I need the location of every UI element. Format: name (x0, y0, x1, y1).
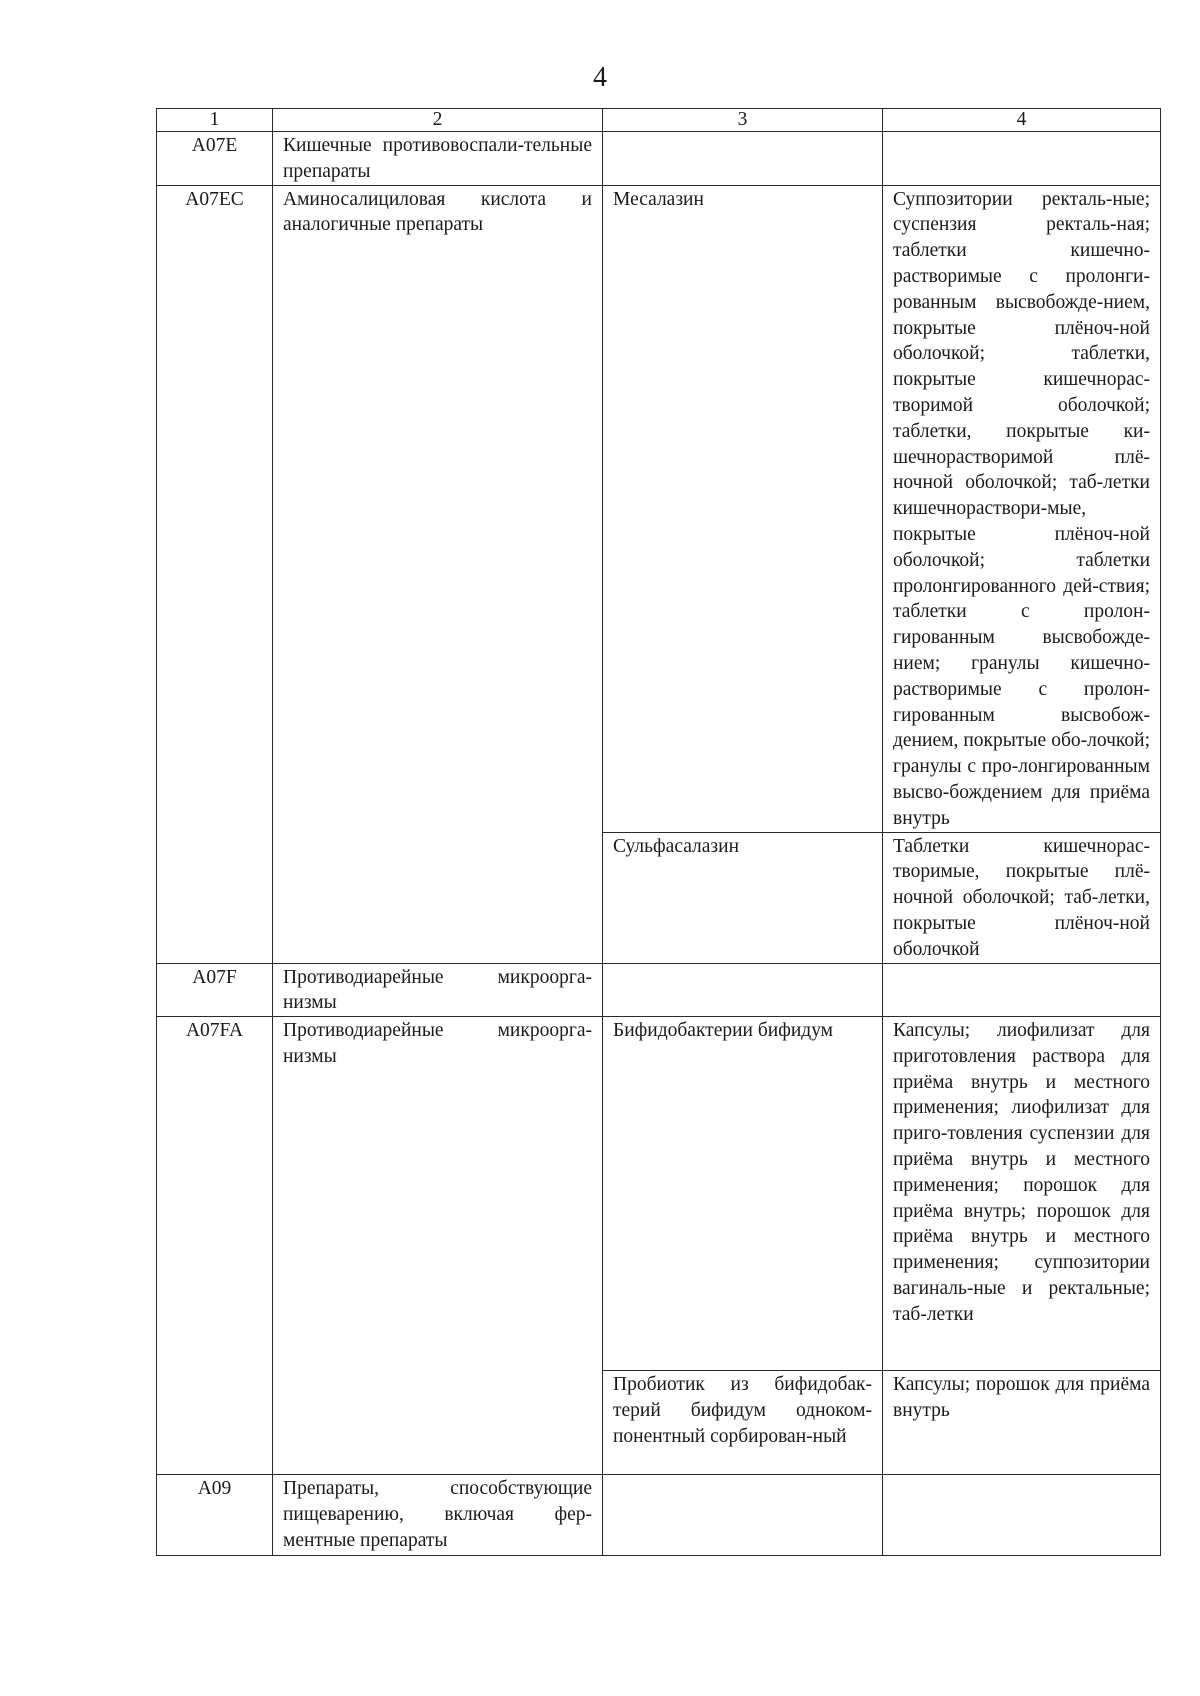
table-row (157, 963, 1161, 1017)
column-number-4: 4 (883, 109, 1161, 132)
group-name: Аминосалициловая кислота и аналогичные препараты (273, 185, 603, 963)
table-header-row (157, 109, 1161, 132)
dosage-forms-empty (883, 963, 1161, 1017)
table-row (157, 185, 1161, 832)
dosage-forms: Суппозитории ректаль-ные; суспензия ректаль-ная; таблетки кишечно-растворимые с пролонги-рованным высвобожде-нием, покрытые плёноч-ной оболочкой; таблетки, покрытые кишечнорас-творимой оболочкой; таблетки, покрытые ки-шечнорастворимой плё-ночной оболочкой; таб-летки кишечнораствори-мые, покрытые плёноч-ной оболочкой; таблетки пролонгированного дей-ствия; таблетки с пролон-гированным высвобожде-нием; гранулы кишечно-растворимые с пролон-гированным высвобож-дением, покрытые обо-лочкой; гранулы с про-лонгированным высво-бождением для приёма внутрь (883, 185, 1161, 832)
column-number-3: 3 (603, 109, 883, 132)
atc-code: A09 (157, 1475, 273, 1556)
page-number: 4 (593, 62, 607, 93)
drug-name: Пробиотик из бифидобак-терий бифидум одноком-понентный сорбирован-ный (603, 1371, 883, 1475)
group-name: Противодиарейные микроорга-низмы (273, 963, 603, 1017)
drug-name: Бифидобактерии бифидум (603, 1017, 883, 1371)
dosage-forms: Капсулы; порошок для приёма внутрь (883, 1371, 1161, 1475)
group-name: Кишечные противовоспали-тельные препараты (273, 132, 603, 186)
table-row (157, 132, 1161, 186)
atc-code: A07FA (157, 1017, 273, 1475)
dosage-forms-empty (883, 1475, 1161, 1556)
group-name: Препараты, способствующие пищеварению, включая фер-ментные препараты (273, 1475, 603, 1556)
atc-code: A07E (157, 132, 273, 186)
medicines-table (156, 108, 1161, 1556)
dosage-forms: Капсулы; лиофилизат для приготовления раствора для приёма внутрь и местного применения; лиофилизат для приго-товления суспензии для приёма внутрь и местного применения; порошок для приёма внутрь; порошок для приёма внутрь и местного применения; суппозитории вагиналь-ные и ректальные; таб-летки (883, 1017, 1161, 1371)
drug-name-empty (603, 132, 883, 186)
column-number-1: 1 (157, 109, 273, 132)
drug-name: Месалазин (603, 185, 883, 832)
drug-name-empty (603, 963, 883, 1017)
dosage-forms-empty (883, 132, 1161, 186)
column-number-2: 2 (273, 109, 603, 132)
drug-name-empty (603, 1475, 883, 1556)
table-row (157, 1475, 1161, 1556)
group-name: Противодиарейные микроорга-низмы (273, 1017, 603, 1475)
atc-code: A07F (157, 963, 273, 1017)
dosage-forms: Таблетки кишечнорас-творимые, покрытые плё-ночной оболочкой; таб-летки, покрытые плёноч-ной оболочкой (883, 832, 1161, 963)
atc-code: A07EC (157, 185, 273, 963)
table-row (157, 1017, 1161, 1371)
drug-name: Сульфасалазин (603, 832, 883, 963)
